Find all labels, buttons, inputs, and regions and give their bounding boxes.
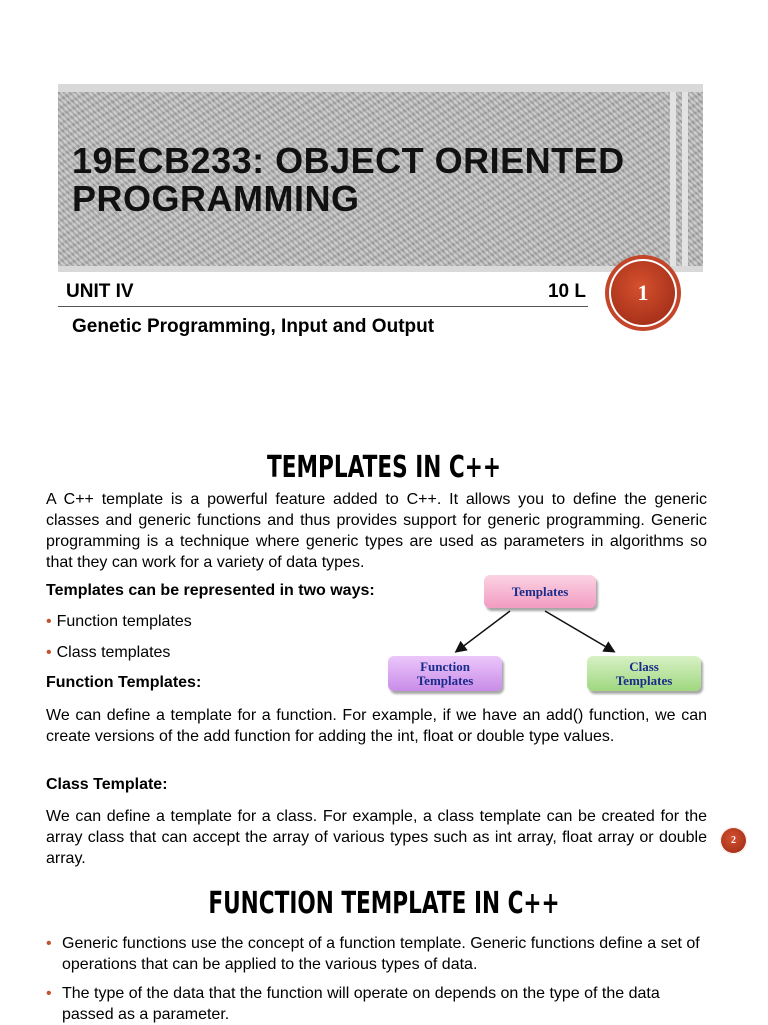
function-templates-heading: Function Templates:	[46, 674, 202, 691]
unit-divider	[58, 306, 588, 307]
templates-heading: TEMPLATES IN C++	[267, 450, 501, 485]
list-item-text: Generic functions use the concept of a function template. Generic functions define a set of operations that can be applied to the various types of data.	[62, 935, 700, 973]
templates-diagram	[385, 572, 705, 694]
course-title: 19ECB233: OBJECT ORIENTED PROGRAMMING	[72, 140, 625, 219]
arrow-to-class	[545, 611, 613, 651]
slide-1	[0, 0, 768, 420]
bullet-icon: •	[46, 935, 52, 952]
arrow-to-function	[457, 611, 510, 651]
node-function-templates	[388, 656, 502, 691]
unit-label: UNIT IV	[66, 281, 134, 302]
banner-band-top	[58, 84, 703, 92]
unit-row	[66, 281, 586, 305]
list-item	[46, 933, 711, 975]
page-number-badge: 1	[609, 259, 677, 327]
list-item	[46, 644, 170, 662]
node-class-line1: Class	[629, 658, 659, 674]
function-template-heading: FUNCTION TEMPLATE IN C++	[208, 886, 560, 921]
bullet-icon: •	[46, 985, 52, 1002]
class-template-text: We can define a template for a class. For example, a class template can be created for the array class that can accept the array of various types such as int array, float array or double array.	[46, 808, 707, 867]
node-class-line2: Templates	[615, 672, 673, 688]
bullet-icon: •	[46, 644, 52, 661]
class-template-heading: Class Template:	[46, 776, 168, 793]
node-function-line1: Function	[420, 658, 470, 674]
unit-subtitle: Genetic Programming, Input and Output	[72, 316, 435, 337]
list-item	[46, 983, 711, 1025]
templates-intro: A C++ template is a powerful feature added to C++. It allows you to define the generic classes and generic functions and thus provides support for generic programming. Generic programming is a technique where generic types are used as parameters in algorithms so that they can work for a variety of data types.	[46, 491, 707, 571]
page-number-badge: 2	[720, 827, 747, 854]
banner-band-bottom	[58, 266, 703, 272]
list-item	[46, 613, 192, 631]
list-item-text: Function templates	[56, 613, 192, 630]
node-templates-label: Templates	[511, 583, 569, 599]
list-item-text: The type of the data that the function will operate on depends on the type of the data passed as a parameter.	[62, 985, 660, 1023]
list-item-text: Class templates	[56, 644, 171, 661]
banner-stripe	[682, 92, 688, 266]
bullet-icon: •	[46, 613, 52, 630]
function-templates-text: We can define a template for a function. For example, if we have an add() function, we can create versions of the add function for adding the int, float or double type values.	[46, 707, 707, 745]
node-class-templates	[587, 656, 701, 691]
node-function-line2: Templates	[416, 672, 474, 688]
ways-heading: Templates can be represented in two ways:	[46, 582, 375, 599]
node-templates	[484, 575, 596, 608]
hours-label: 10 L	[547, 281, 586, 302]
